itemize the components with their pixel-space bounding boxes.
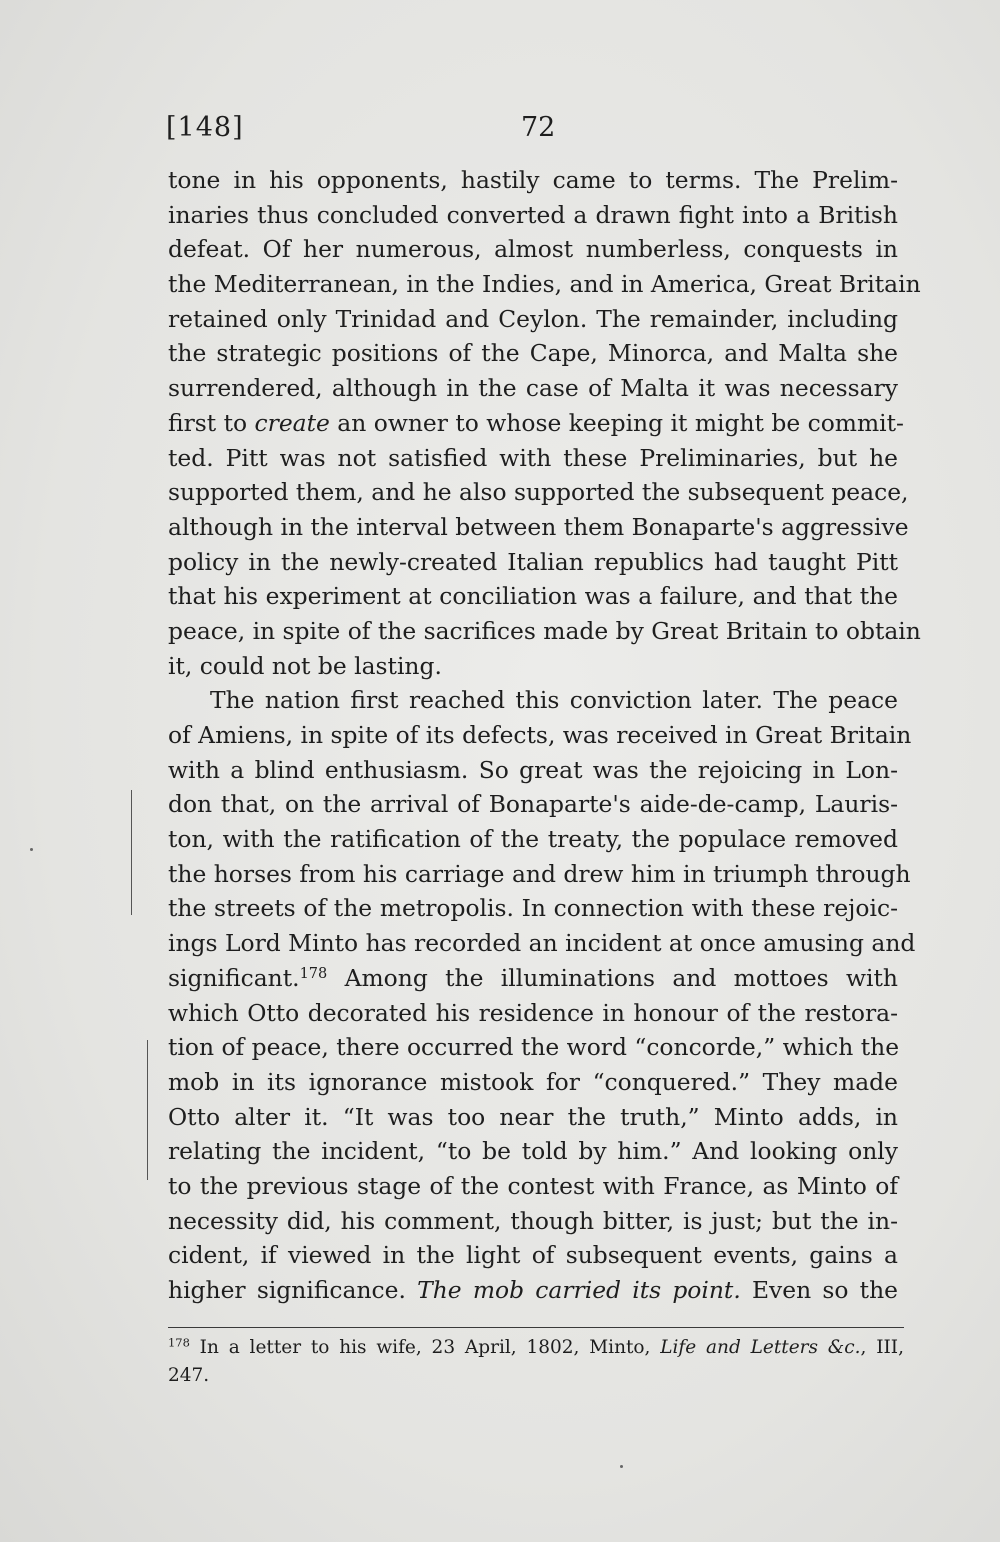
- text-line: ted. Pitt was not satisfied with these Preliminaries, but he: [168, 443, 898, 472]
- text-run: Even so the: [740, 1276, 898, 1304]
- text-line: peace, in spite of the sacrifices made by Great Britain to obtain: [168, 616, 921, 645]
- text-line: of Amiens, in spite of its defects, was received in Great Britain: [168, 721, 912, 749]
- text-run: higher significance.: [168, 1276, 418, 1304]
- page-number: 72: [521, 112, 556, 143]
- text-line: cident, if viewed in the light of subsequent events, gains a: [168, 1241, 898, 1270]
- text-line: ton, with the ratification of the treaty, the populace removed: [168, 825, 898, 854]
- text-line: necessity did, his comment, though bitter, is just; but the in-: [168, 1206, 898, 1235]
- text-line: the Mediterranean, in the Indies, and in America, Great Britain: [168, 270, 921, 299]
- text-line: ings Lord Minto has recorded an incident at once amusing and: [168, 929, 916, 958]
- text-line: it, could not be lasting.: [168, 651, 442, 680]
- text-line: retained only Trinidad and Ceylon. The remainder, including: [168, 304, 898, 333]
- page-header: [166, 112, 896, 152]
- text-run: significant.: [168, 963, 300, 992]
- text-run: , III,: [860, 1337, 904, 1358]
- text-run: an owner to whose keeping it might be commit-: [329, 408, 904, 437]
- text-line: although in the interval between them Bonaparte's aggressive: [168, 512, 909, 541]
- margin-speck: [30, 848, 33, 851]
- text-line: tone in his opponents, hastily came to terms. The Prelim-: [168, 166, 898, 194]
- text-line: with a blind enthusiasm. So great was the rejoicing in Lon-: [168, 755, 898, 784]
- footnote-divider: [168, 1327, 904, 1328]
- text-line: defeat. Of her numerous, almost numberless, conquests in: [168, 235, 898, 264]
- text-line: which Otto decorated his residence in honour of the restora-: [168, 998, 898, 1027]
- text-line: tion of peace, there occurred the word “concorde,” which the: [168, 1033, 900, 1062]
- footnote: [168, 1334, 904, 1390]
- text-line: mob in its ignorance mistook for “conquered.” They made: [168, 1067, 898, 1096]
- text-line: inaries thus concluded converted a drawn fight into a British: [168, 200, 898, 229]
- margin-speck: [620, 1465, 623, 1468]
- text-line: [168, 961, 898, 996]
- text-line: Otto alter it. “It was too near the truth,” Minto adds, in: [168, 1102, 898, 1131]
- footnote-line: [168, 1334, 904, 1362]
- text-run: Among the illuminations and mottoes with: [327, 963, 898, 992]
- footnote-number: 178: [168, 1335, 190, 1350]
- margin-pencil-mark: [131, 790, 132, 915]
- text-run: In a letter to his wife, 23 April, 1802, Minto,: [189, 1337, 661, 1358]
- text-line: the strategic positions of the Cape, Minorca, and Malta she: [168, 339, 898, 368]
- footnote-reference: 178: [299, 965, 328, 982]
- italic-emphasis: create: [254, 408, 330, 437]
- text-line: relating the incident, “to be told by him.” And looking only: [168, 1137, 898, 1166]
- bracketed-page-marker: [148]: [166, 112, 244, 143]
- paragraph-first-line: The nation first reached this conviction later. The peace: [210, 686, 898, 715]
- text-line: don that, on the arrival of Bonaparte's aide-de-camp, Lauris-: [168, 790, 898, 819]
- text-line: [168, 406, 904, 441]
- text-line: the streets of the metropolis. In connection with these rejoic-: [168, 894, 898, 923]
- body-text: [168, 163, 921, 1308]
- text-line: the horses from his carriage and drew him in triumph through: [168, 859, 911, 888]
- text-line: surrendered, although in the case of Malta it was necessary: [168, 374, 898, 403]
- text-line: supported them, and he also supported the subsequent peace,: [168, 478, 909, 507]
- text-line: to the previous stage of the contest with France, as Minto of: [168, 1171, 898, 1200]
- text-line: policy in the newly-created Italian republics had taught Pitt: [168, 547, 898, 576]
- text-line: [168, 1273, 898, 1308]
- margin-pencil-mark: [147, 1040, 148, 1180]
- text-run: first to: [168, 408, 255, 437]
- text-line: that his experiment at conciliation was a failure, and that the: [168, 582, 898, 611]
- footnote-line: 247.: [168, 1365, 210, 1386]
- italic-emphasis: Life and Letters &c.: [660, 1337, 861, 1358]
- italic-emphasis: The mob carried its point.: [417, 1276, 741, 1304]
